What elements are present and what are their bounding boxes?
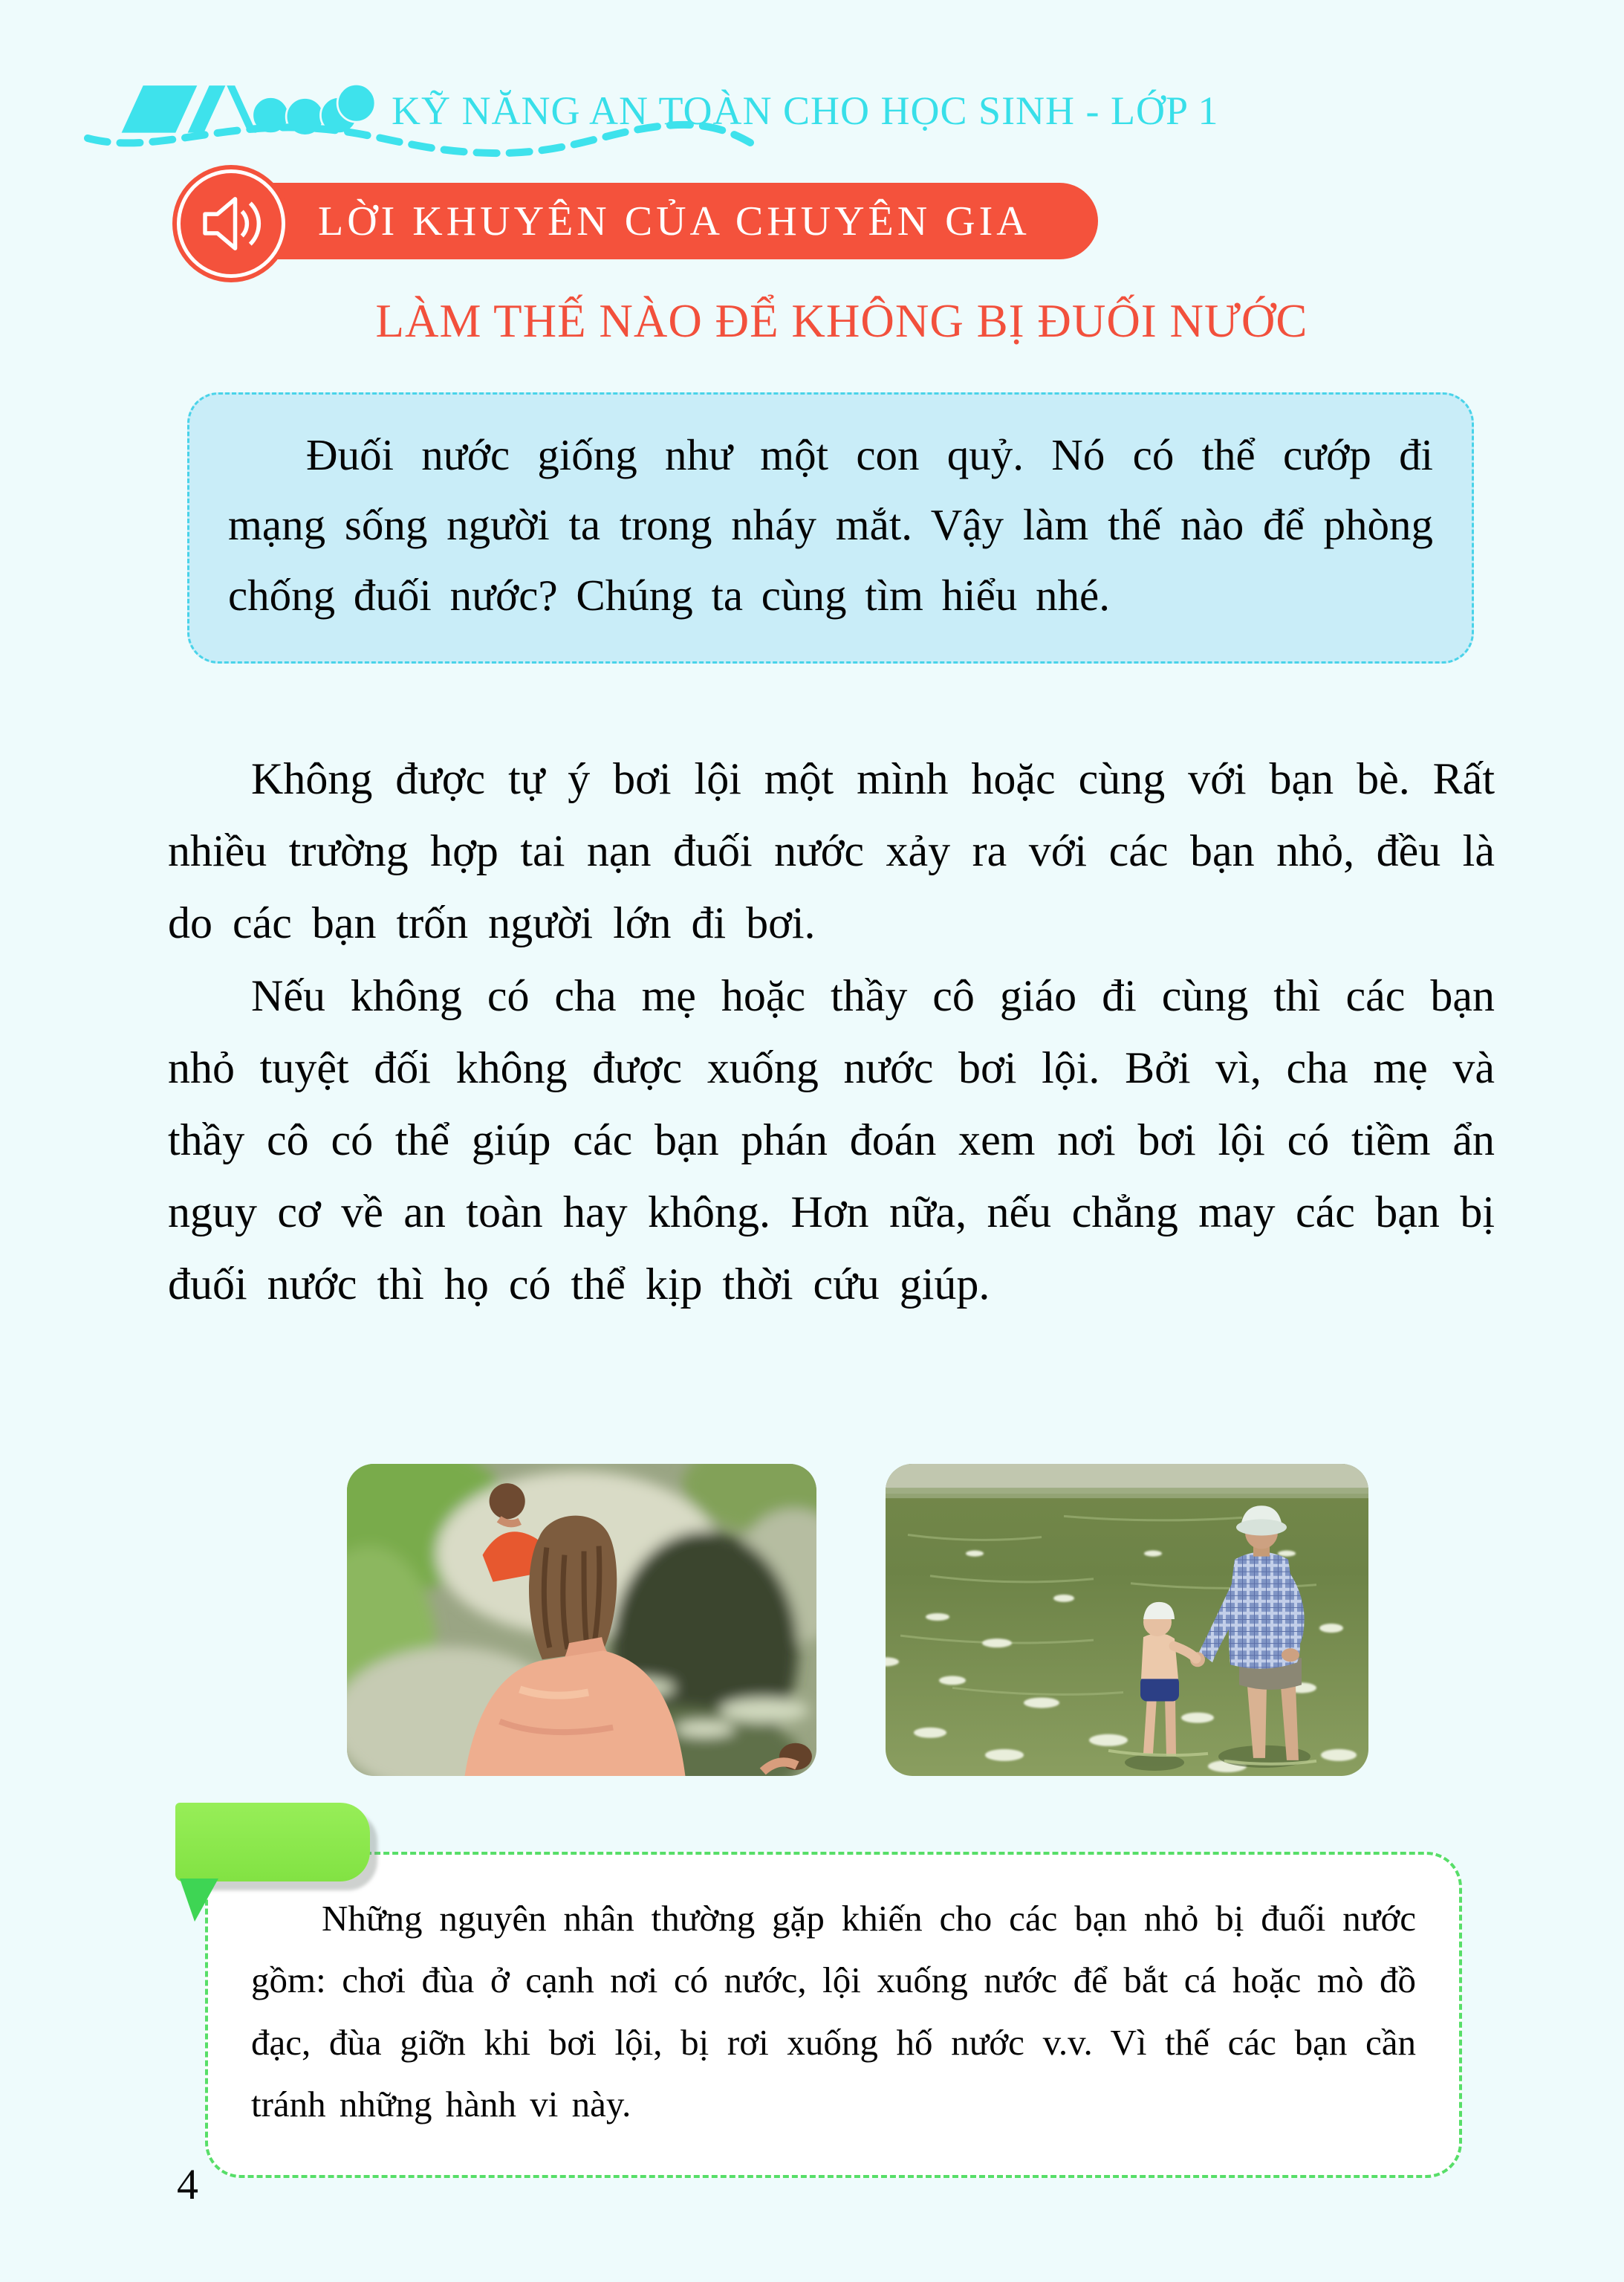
book-header-title: KỸ NĂNG AN TOÀN CHO HỌC SINH - LỚP 1 xyxy=(392,88,1219,133)
page-number: 4 xyxy=(177,2160,198,2208)
photo-adult-child-wading xyxy=(886,1464,1368,1776)
article-body xyxy=(168,743,1495,1321)
advice-banner xyxy=(186,183,1098,259)
speaker-icon xyxy=(172,165,290,282)
note-section xyxy=(205,1852,1462,2178)
intro-callout-box xyxy=(187,392,1474,664)
body-paragraph: Không được tự ý bơi lội một mình hoặc cùng với bạn bè. Rất nhiều trường hợp tai nạn đuối nước xảy ra với các bạn nhỏ, đều là do các bạn trốn người lớn đi bơi. xyxy=(168,754,1495,948)
body-paragraph: Nếu không có cha mẹ hoặc thầy cô giáo đi cùng thì các bạn nhỏ tuyệt đối không được xuống nước bơi lội. Bởi vì, cha mẹ và thầy cô có thể giúp các bạn phán đoán xem nơi bơi lội có tiềm ẩn nguy cơ về an toàn hay không. Hơn nữa, nếu chẳng may các bạn bị đuối nước thì họ có thể kịp thời cứu giúp. xyxy=(168,970,1495,1309)
note-text: Những nguyên nhân thường gặp khiến cho các bạn nhỏ bị đuối nước gồm: chơi đùa ở cạnh nơi có nước, lội xuống nước để bắt cá hoặc mò đồ đạc, đùa giỡn khi bơi lội, bị rơi xuống hố nước v.v. Vì thế các bạn cần tránh những hành vi này. xyxy=(251,1898,1416,2124)
intro-text: Đuối nước giống như một con quỷ. Nó có thể cướp đi mạng sống người ta trong nháy mắt. Vậy làm thế nào để phòng chống đuối nước? Chúng ta cùng tìm hiểu nhé. xyxy=(228,430,1433,620)
photo-children-swimming-rocks xyxy=(347,1464,816,1776)
note-box xyxy=(205,1852,1462,2178)
advice-banner-label: LỜI KHUYÊN CỦA CHUYÊN GIA xyxy=(318,198,1030,244)
speech-bubble-icon xyxy=(175,1803,370,1881)
wavy-dashed-line-icon xyxy=(83,116,756,161)
photo-row xyxy=(347,1464,1368,1776)
article-title: LÀM THẾ NÀO ĐỂ KHÔNG BỊ ĐUỐI NƯỚC xyxy=(375,295,1308,347)
